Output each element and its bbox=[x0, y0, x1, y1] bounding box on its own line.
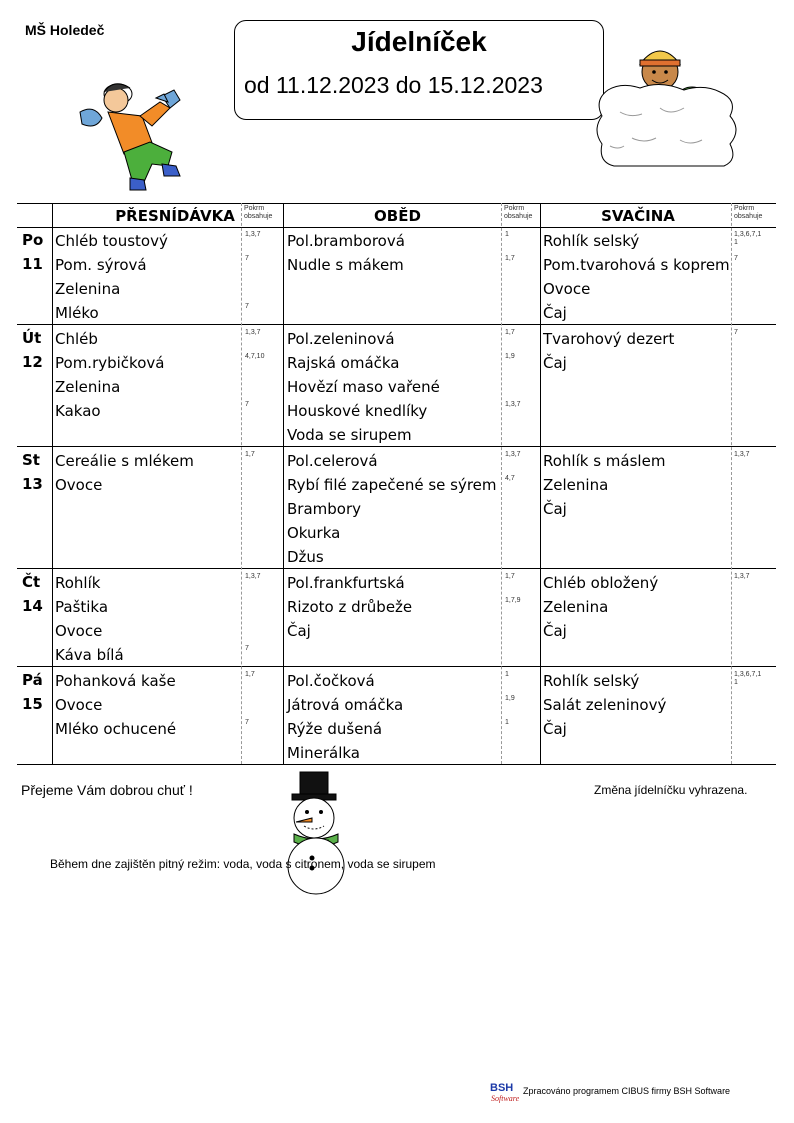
breakfast-item: Cereálie s mlékem bbox=[55, 452, 194, 470]
lunch-item: Rizoto z drůbeže bbox=[287, 598, 413, 616]
table-bottom-border bbox=[17, 764, 776, 765]
allergen-header-line2: obsahuje bbox=[504, 213, 533, 220]
allergen-column-divider bbox=[731, 203, 732, 764]
snack-item: Zelenina bbox=[543, 476, 609, 494]
lunch-item: Minerálka bbox=[287, 744, 360, 762]
breakfast-item: Pom. sýrová bbox=[55, 256, 147, 274]
allergen-codes: 7 bbox=[245, 645, 249, 652]
greeting: Přejeme Vám dobrou chuť ! bbox=[21, 782, 193, 798]
row-divider bbox=[17, 324, 776, 325]
lunch-item: Hovězí maso vařené bbox=[287, 378, 440, 396]
allergen-codes: 1,3,7 bbox=[734, 451, 750, 458]
allergen-codes: 7 bbox=[245, 303, 249, 310]
column-divider bbox=[283, 203, 284, 764]
allergen-codes: 7 bbox=[734, 329, 738, 336]
snack-item: Tvarohový dezert bbox=[543, 330, 675, 348]
day-date: 14 bbox=[22, 597, 43, 615]
breakfast-item: Paštika bbox=[55, 598, 109, 616]
allergen-column-divider bbox=[241, 203, 242, 764]
allergen-column-divider bbox=[501, 203, 502, 764]
allergen-codes: 1,7 bbox=[505, 329, 515, 336]
allergen-codes: 4,7,10 bbox=[245, 353, 265, 360]
breakfast-item: Pohanková kaše bbox=[55, 672, 176, 690]
drinking-regime-note: Během dne zajištěn pitný režim: voda, voda s citronem, voda se sirupem bbox=[50, 857, 436, 871]
allergen-codes: 1 bbox=[505, 671, 509, 678]
lunch-item: Džus bbox=[287, 548, 324, 566]
table-top-border bbox=[17, 203, 776, 204]
column-header-breakfast: PŘESNÍDÁVKA bbox=[115, 207, 235, 225]
snack-item: Rohlík selský bbox=[543, 232, 640, 250]
snack-item: Čaj bbox=[543, 354, 567, 372]
lunch-item: Pol.celerová bbox=[287, 452, 378, 470]
allergen-codes: 1,3,7 bbox=[245, 329, 261, 336]
row-divider bbox=[17, 666, 776, 667]
lunch-item: Rajská omáčka bbox=[287, 354, 400, 372]
snack-item: Rohlík s máslem bbox=[543, 452, 666, 470]
breakfast-item: Ovoce bbox=[55, 696, 103, 714]
lunch-item: Čaj bbox=[287, 622, 311, 640]
allergen-header-line1: Pokrm bbox=[244, 205, 265, 212]
breakfast-item: Ovoce bbox=[55, 622, 103, 640]
bsh-software-logo bbox=[488, 1080, 518, 1104]
breakfast-item: Chléb bbox=[55, 330, 98, 348]
allergen-codes: 4,7 bbox=[505, 475, 515, 482]
day-abbreviation: St bbox=[22, 451, 40, 469]
allergen-codes: 1 bbox=[505, 719, 509, 726]
change-disclaimer: Změna jídelníčku vyhrazena. bbox=[594, 783, 748, 797]
breakfast-item: Pom.rybičková bbox=[55, 354, 165, 372]
allergen-header-line2: obsahuje bbox=[734, 213, 763, 220]
allergen-header-line2: obsahuje bbox=[244, 213, 273, 220]
allergen-codes: 1 bbox=[505, 231, 509, 238]
day-date: 15 bbox=[22, 695, 43, 713]
allergen-codes: 7 bbox=[245, 255, 249, 262]
day-date: 11 bbox=[22, 255, 43, 273]
lunch-item: Pol.frankfurtská bbox=[287, 574, 405, 592]
allergen-codes: 1,7 bbox=[245, 671, 255, 678]
allergen-codes: 1,9 bbox=[505, 695, 515, 702]
snack-item: Čaj bbox=[543, 622, 567, 640]
lunch-item: Rybí filé zapečené se sýrem bbox=[287, 476, 497, 494]
lunch-item: Rýže dušená bbox=[287, 720, 383, 738]
allergen-codes: 7 bbox=[245, 401, 249, 408]
allergen-codes: 7 bbox=[245, 719, 249, 726]
svg-text:BSH: BSH bbox=[490, 1082, 514, 1094]
breakfast-item: Kakao bbox=[55, 402, 101, 420]
snack-item: Rohlík selský bbox=[543, 672, 640, 690]
breakfast-item: Mléko ochucené bbox=[55, 720, 177, 738]
snack-item: Chléb obložený bbox=[543, 574, 659, 592]
lunch-item: Okurka bbox=[287, 524, 341, 542]
day-abbreviation: Čt bbox=[22, 573, 41, 591]
allergen-codes: 1,3,7 bbox=[734, 573, 750, 580]
allergen-codes: 1,7 bbox=[505, 573, 515, 580]
day-abbreviation: Út bbox=[22, 329, 42, 347]
snack-item: Zelenina bbox=[543, 598, 609, 616]
allergen-codes: 1,3,6,7,1 1 bbox=[734, 231, 762, 246]
lunch-item: Nudle s mákem bbox=[287, 256, 404, 274]
row-divider bbox=[17, 568, 776, 569]
school-name: MŠ Holedeč bbox=[25, 22, 105, 38]
snack-item: Ovoce bbox=[543, 280, 591, 298]
snack-item: Čaj bbox=[543, 500, 567, 518]
column-divider bbox=[540, 203, 541, 764]
snack-item: Čaj bbox=[543, 720, 567, 738]
svg-text:Software: Software bbox=[491, 1094, 520, 1103]
snow-wall-kid-illustration bbox=[580, 42, 740, 172]
day-abbreviation: Pá bbox=[22, 671, 43, 689]
breakfast-item: Zelenina bbox=[55, 378, 121, 396]
column-header-snack: SVAČINA bbox=[601, 207, 675, 225]
lunch-item: Houskové knedlíky bbox=[287, 402, 428, 420]
breakfast-item: Káva bílá bbox=[55, 646, 124, 664]
breakfast-item: Chléb toustový bbox=[55, 232, 168, 250]
breakfast-item: Mléko bbox=[55, 304, 99, 322]
allergen-codes: 1,7,9 bbox=[505, 597, 521, 604]
date-range: od 11.12.2023 do 15.12.2023 bbox=[244, 72, 543, 98]
day-date: 12 bbox=[22, 353, 43, 371]
allergen-codes: 1,7 bbox=[245, 451, 255, 458]
column-divider bbox=[52, 203, 53, 764]
allergen-codes: 1,3,7 bbox=[505, 451, 521, 458]
allergen-header bbox=[244, 205, 272, 221]
snowball-kid-illustration bbox=[78, 72, 203, 197]
snack-item: Pom.tvarohová s koprem bbox=[543, 256, 730, 274]
page-title: Jídelníček bbox=[351, 26, 487, 57]
allergen-header-line1: Pokrm bbox=[504, 205, 525, 212]
table-header-border bbox=[17, 227, 776, 228]
breakfast-item: Ovoce bbox=[55, 476, 103, 494]
lunch-item: Pol.bramborová bbox=[287, 232, 405, 250]
lunch-item: Brambory bbox=[287, 500, 362, 518]
lunch-item: Pol.čočková bbox=[287, 672, 375, 690]
allergen-header bbox=[734, 205, 762, 221]
allergen-header bbox=[504, 205, 532, 221]
snack-item: Čaj bbox=[543, 304, 567, 322]
snack-item: Salát zeleninový bbox=[543, 696, 667, 714]
snowman-illustration bbox=[270, 768, 370, 898]
allergen-codes: 1,3,7 bbox=[505, 401, 521, 408]
column-header-lunch: OBĚD bbox=[374, 207, 421, 225]
software-credit: Zpracováno programem CIBUS firmy BSH Software bbox=[523, 1086, 731, 1096]
day-date: 13 bbox=[22, 475, 43, 493]
allergen-codes: 1,3,6,7,1 1 bbox=[734, 671, 762, 686]
lunch-item: Játrová omáčka bbox=[287, 696, 404, 714]
day-abbreviation: Po bbox=[22, 231, 44, 249]
lunch-item: Pol.zeleninová bbox=[287, 330, 395, 348]
allergen-codes: 1,3,7 bbox=[245, 231, 261, 238]
lunch-item: Voda se sirupem bbox=[287, 426, 412, 444]
breakfast-item: Zelenina bbox=[55, 280, 121, 298]
allergen-codes: 7 bbox=[734, 255, 738, 262]
allergen-header-line1: Pokrm bbox=[734, 205, 755, 212]
allergen-codes: 1,9 bbox=[505, 353, 515, 360]
allergen-codes: 1,3,7 bbox=[245, 573, 261, 580]
breakfast-item: Rohlík bbox=[55, 574, 101, 592]
allergen-codes: 1,7 bbox=[505, 255, 515, 262]
